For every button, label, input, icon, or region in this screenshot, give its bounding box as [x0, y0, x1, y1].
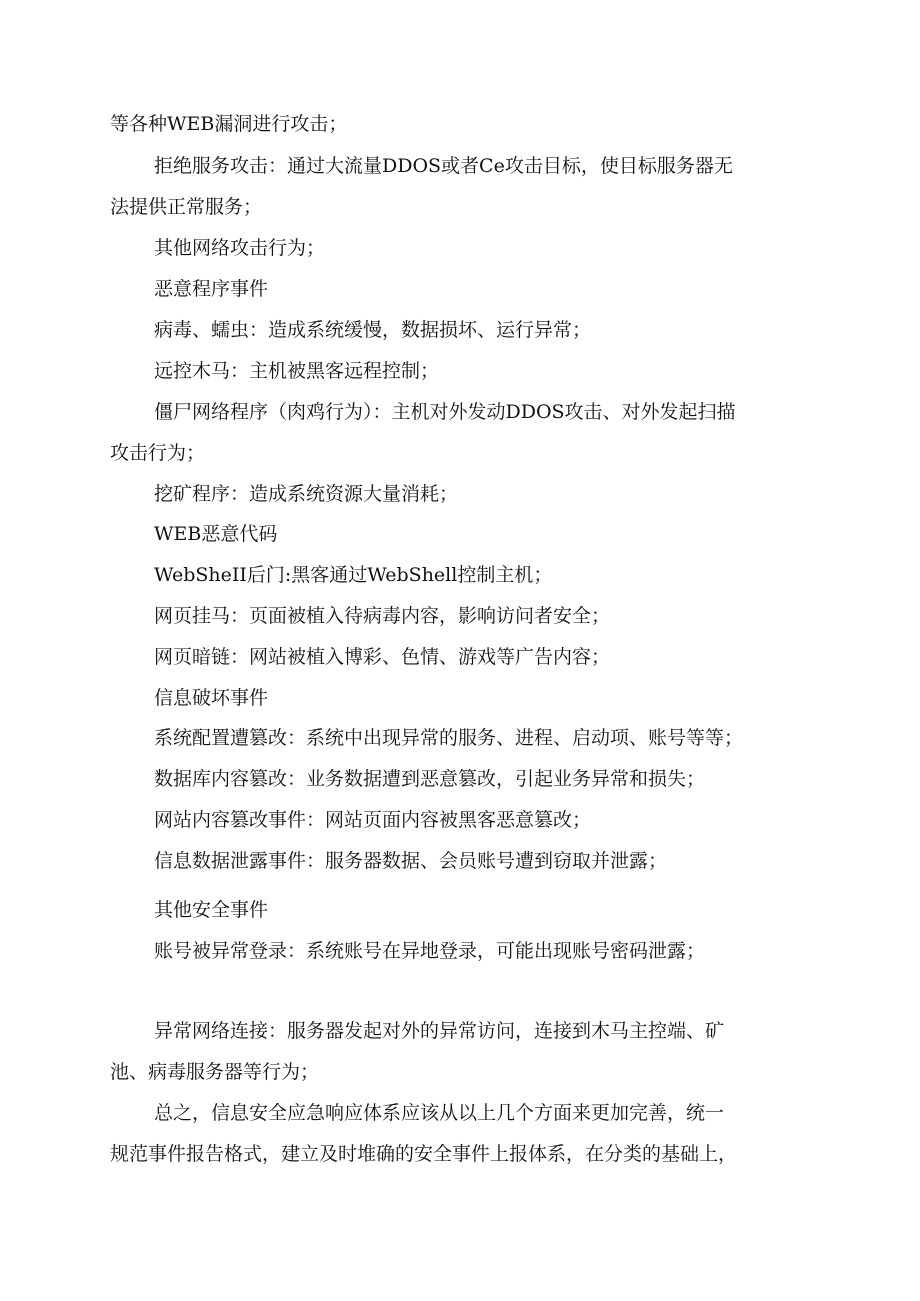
text-line: 法提供正常服务；: [110, 196, 263, 218]
text-line: 规范事件报告格式，建立及时堆确的安全事件上报体系，在分类的基础上，: [110, 1143, 738, 1165]
text-line: 数据库内容篡改：业务数据遭到恶意篡改，引起业务异常和损失；: [154, 768, 706, 790]
text-line: 挖矿程序：造成系统资源大量消耗；: [154, 483, 459, 505]
text-line: 僵尸网络程序（肉鸡行为）：主机对外发动DDOS攻击、对外发起扫描: [154, 401, 736, 423]
text-line: 总之，信息安全应急响应体系应该从以上几个方面来更加完善，统一: [154, 1102, 725, 1124]
section-heading: 信息破坏事件: [154, 687, 269, 709]
text-line: 拒绝服务攻击：通过大流量DDOS或者Ce攻击目标，使目标服务器无: [154, 155, 733, 177]
text-line: 病毒、蠕虫：造成系统缓慢，数据损坏、运行异常；: [154, 319, 592, 341]
text-line: 远控木马：主机被黑客远程控制；: [154, 360, 440, 382]
text-line: 网页暗链：网站被植入博彩、色情、游戏等广告内容；: [154, 646, 611, 668]
text-line: 系统配置遭篡改：系统中出现异常的服务、进程、启动项、账号等等；: [154, 727, 744, 749]
section-heading: 恶意程序事件: [154, 278, 269, 300]
section-heading: 其他安全事件: [154, 899, 269, 921]
section-heading: WEB恶意代码: [154, 523, 278, 545]
text-line: WebSheII后门:黑客通过WebShell控制主机；: [154, 564, 553, 586]
text-line: 其他网络攻击行为；: [154, 237, 326, 259]
text-line: 异常网络连接：服务器发起对外的异常访问，连接到木马主控端、矿: [154, 1020, 725, 1042]
text-line: 网站内容篡改事件：网站页面内容被黑客恶意篡改；: [154, 809, 592, 831]
text-line: 池、病毒服务器等行为；: [110, 1061, 320, 1083]
text-line: 等各种WEB漏洞进行攻击；: [110, 113, 348, 135]
text-line: 攻击行为；: [110, 442, 206, 464]
text-line: 信息数据泄露事件：服务器数据、会员账号遭到窃取并泄露；: [154, 850, 668, 872]
text-line: 账号被异常登录：系统账号在异地登录，可能出现账号密码泄露；: [154, 940, 706, 962]
text-line: 网页挂马：页面被植入待病毒内容，影响访问者安全；: [154, 605, 611, 627]
